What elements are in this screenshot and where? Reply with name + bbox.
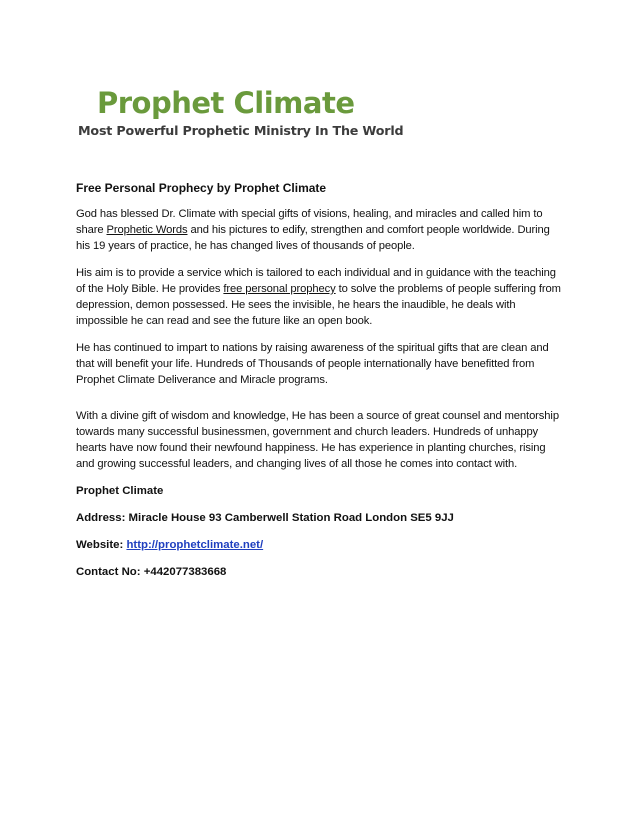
page-heading: Free Personal Prophecy by Prophet Climate bbox=[76, 181, 327, 195]
website-link[interactable]: http://prophetclimate.net/ bbox=[126, 539, 264, 551]
paragraph-1-text-a: God has blessed Dr. Climate with special gifts of visions, healing, and miracles and called him to share bbox=[76, 208, 543, 236]
paragraph-1-text-b: and his pictures to edify, strengthen and comfort people worldwide. During his 19 years of practice, he has changed lives of thousands of people. bbox=[76, 224, 550, 252]
logo-title: Prophet Climate bbox=[97, 86, 355, 120]
document-body bbox=[76, 180, 566, 591]
paragraph-2-text-b: to solve the problems of people suffering from depression, demon possessed. He sees the invisible, he hears the inaudible, he deals with impossible he can read and see the future like an open book. bbox=[76, 283, 561, 327]
paragraph-3: He has continued to impart to nations by raising awareness of the spiritual gifts that are clean and that will benefit your life. Hundreds of Thousands of people internationally have benefitted from Prophet Climate Deliverance and Miracle programs. bbox=[76, 342, 549, 386]
free-personal-prophecy-link[interactable]: free personal prophecy bbox=[223, 283, 336, 295]
contact-website bbox=[76, 537, 566, 553]
paragraph-1 bbox=[76, 206, 566, 254]
paragraph-2-text-a: His aim is to provide a service which is tailored to each individual and in guidance with the teaching of the Holy Bible. He provides bbox=[76, 267, 556, 295]
logo bbox=[78, 86, 403, 139]
contact-name: Prophet Climate bbox=[76, 485, 164, 497]
logo-tagline: Most Powerful Prophetic Ministry In The World bbox=[78, 123, 404, 138]
website-label: Website: bbox=[76, 539, 127, 551]
prophetic-words-link[interactable]: Prophetic Words bbox=[106, 224, 188, 236]
contact-phone: Contact No: +442077383668 bbox=[76, 566, 227, 578]
paragraph-4: With a divine gift of wisdom and knowledge, He has been a source of great counsel and mentorship towards many successful businessmen, government and church leaders. Hundreds of unhappy hearts have now found their newfound happiness. He has experience in planting churches, rising and growing successful leaders, and changing lives of all those he comes into contact with. bbox=[76, 410, 559, 470]
paragraph-2 bbox=[76, 265, 566, 329]
contact-address: Address: Miracle House 93 Camberwell Station Road London SE5 9JJ bbox=[76, 512, 454, 524]
